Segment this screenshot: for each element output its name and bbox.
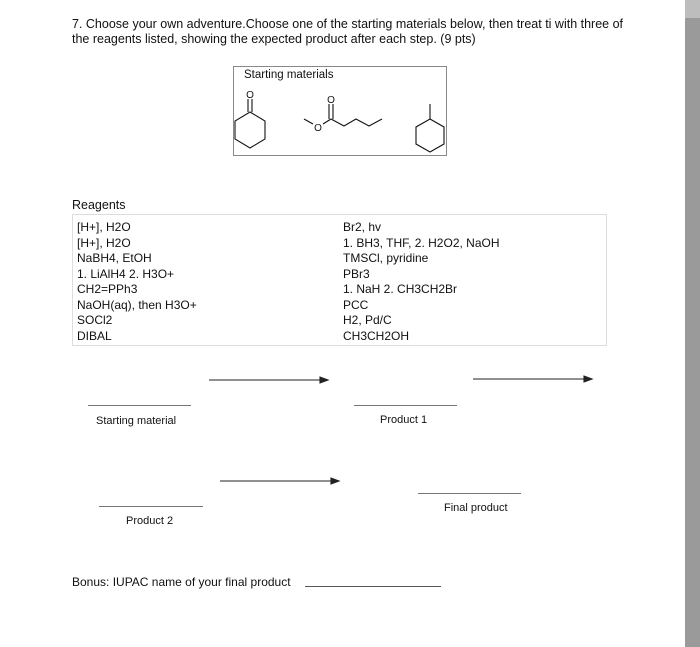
question-text: 7. Choose your own adventure.Choose one of the starting materials below, then treat ti with three of the reagents listed, showing the expected product after each step. (9 pts): [72, 17, 624, 46]
vertical-scrollbar[interactable]: [685, 0, 700, 647]
reagents-title: Reagents: [72, 198, 126, 212]
reagent-item: Br2, hv: [343, 220, 382, 234]
reagent-item: PCC: [343, 297, 369, 312]
final-product-label: Final product: [444, 502, 508, 514]
arrow-1-head: [320, 377, 328, 383]
methylcyclohexane-ring: [416, 119, 444, 152]
product-2-label: Product 2: [126, 515, 174, 527]
arrow-2-head: [584, 376, 592, 382]
reagent-item: DIBAL: [77, 328, 112, 343]
final-product-blank[interactable]: [418, 493, 521, 494]
ester-methyl-bond: [304, 119, 313, 124]
reagent-item: NaOH(aq), then H3O+: [77, 297, 197, 312]
cyclohexanone-ring: [235, 112, 265, 148]
bonus-answer-blank[interactable]: [305, 586, 441, 587]
reagent-item: SOCl2: [77, 313, 113, 327]
reagent-item: 1. NaH 2. CH3CH2Br: [343, 282, 458, 296]
arrow-3-head: [331, 478, 339, 484]
starting-materials-title: Starting materials: [244, 69, 334, 81]
ketone-oxygen-label: O: [246, 90, 254, 101]
scrollbar-thumb[interactable]: [685, 0, 700, 18]
ester-alkyl-chain: [331, 119, 382, 126]
reagent-item: CH2=PPh3: [77, 282, 138, 296]
reagent-item: CH3CH2OH: [343, 328, 410, 343]
reagent-item: NaBH4, EtOH: [77, 251, 152, 265]
product-1-blank[interactable]: [354, 405, 457, 406]
reagent-item: 1. LiAlH4 2. H3O+: [77, 266, 175, 281]
reagent-item: PBr3: [343, 266, 370, 281]
reagents-table: [72, 214, 607, 346]
bonus-text: Bonus: IUPAC name of your final product: [72, 575, 291, 589]
reagent-item: 1. BH3, THF, 2. H2O2, NaOH: [343, 235, 500, 250]
product-1-label: Product 1: [380, 414, 428, 426]
reagent-item: [H+], H2O: [77, 220, 131, 234]
product-2-blank[interactable]: [99, 506, 203, 507]
reagent-item: TMSCl, pyridine: [343, 251, 429, 265]
reagents-left-column: [77, 220, 197, 344]
starting-material-label: Starting material: [96, 415, 177, 427]
reagent-item: [H+], H2O: [77, 235, 131, 250]
reagent-item: H2, Pd/C: [343, 313, 392, 327]
ester-o-carbonyl-bond: [323, 119, 331, 124]
ester-carbonyl-oxygen-label: O: [327, 95, 335, 106]
reagents-right-column: [343, 220, 500, 344]
ester-oxygen-label: O: [314, 123, 322, 134]
starting-material-blank[interactable]: [88, 405, 191, 406]
